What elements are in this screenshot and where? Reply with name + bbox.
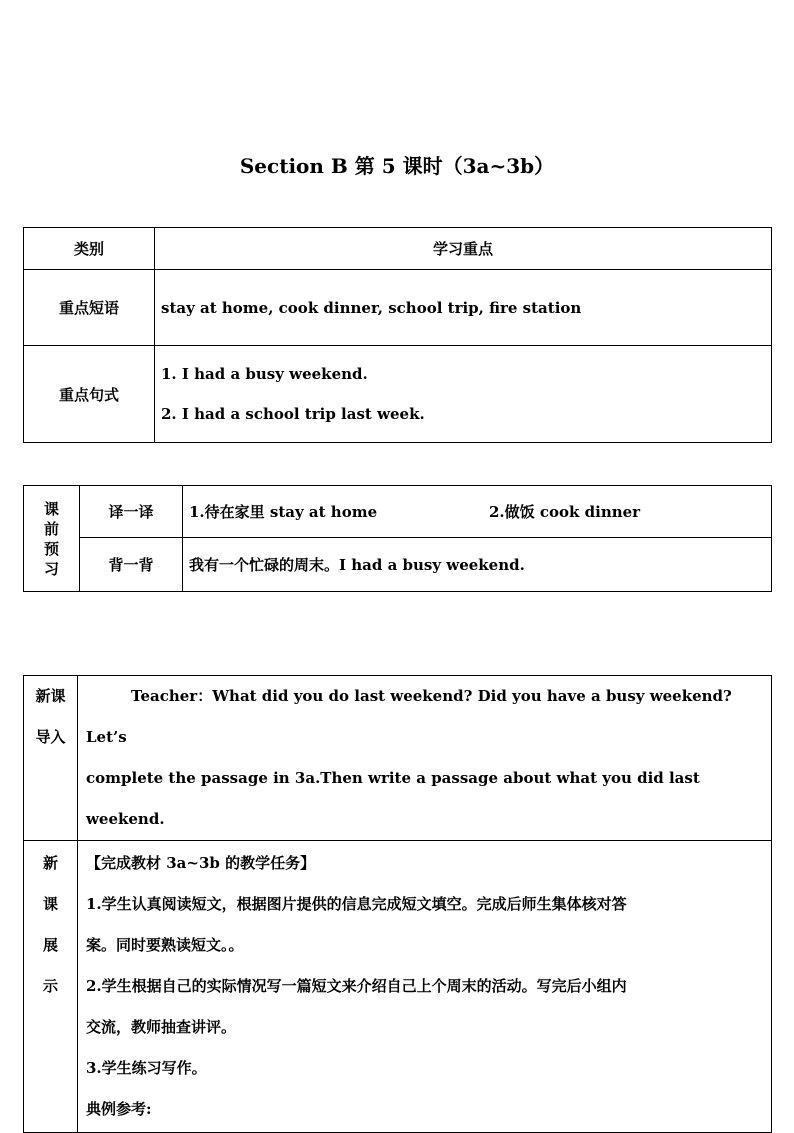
intro-line: Teacher：What did you do last weekend? Did you have a busy weekend? Let’s (86, 687, 732, 746)
key-points-table (23, 227, 772, 443)
preview-section-label: 课 前 预 习 (24, 486, 80, 592)
header-category: 类别 (24, 228, 155, 270)
display-line: 2.学生根据自己的实际情况写一篇短文来介绍自己上个周末的活动。写完后小组内 (86, 977, 627, 995)
sentence-line: 2. I had a school trip last week. (161, 405, 425, 423)
sentences-content (155, 346, 772, 443)
preview-table (23, 485, 772, 592)
lesson-table (23, 675, 772, 1133)
intro-label: 新课 导入 (24, 676, 78, 841)
translate-content (183, 486, 772, 538)
recite-content: 我有一个忙碌的周末。I had a busy weekend. (183, 538, 772, 592)
intro-line: complete the passage in 3a.Then write a passage about what you did last weekend. (86, 769, 700, 828)
display-line: 1.学生认真阅读短文，根据图片提供的信息完成短文填空。完成后师生集体核对答 (86, 895, 627, 913)
phrases-content: stay at home, cook dinner, school trip, fire station (155, 270, 772, 346)
translate-item: 2.做饭 cook dinner (489, 503, 641, 521)
display-line: 3.学生练习写作。 (86, 1059, 207, 1077)
display-label: 新 课 展 示 (24, 841, 78, 1133)
display-line: 案。同时要熟读短文。。 (86, 936, 244, 954)
header-key-points: 学习重点 (155, 228, 772, 270)
display-line: 典例参考: (86, 1100, 152, 1118)
display-line: 交流，教师抽查讲评。 (86, 1018, 237, 1036)
sentences-label: 重点句式 (24, 346, 155, 443)
sentence-line: 1. I had a busy weekend. (161, 365, 368, 383)
page-title: Section B 第 5 课时（3a~3b） (239, 154, 555, 178)
display-content (78, 841, 772, 1133)
recite-label: 背一背 (80, 538, 183, 592)
translate-label: 译一译 (80, 486, 183, 538)
phrases-label: 重点短语 (24, 270, 155, 346)
intro-content (78, 676, 772, 841)
display-line: 【完成教材 3a~3b 的教学任务】 (86, 854, 316, 872)
translate-item: 1.待在家里 stay at home (189, 503, 378, 521)
